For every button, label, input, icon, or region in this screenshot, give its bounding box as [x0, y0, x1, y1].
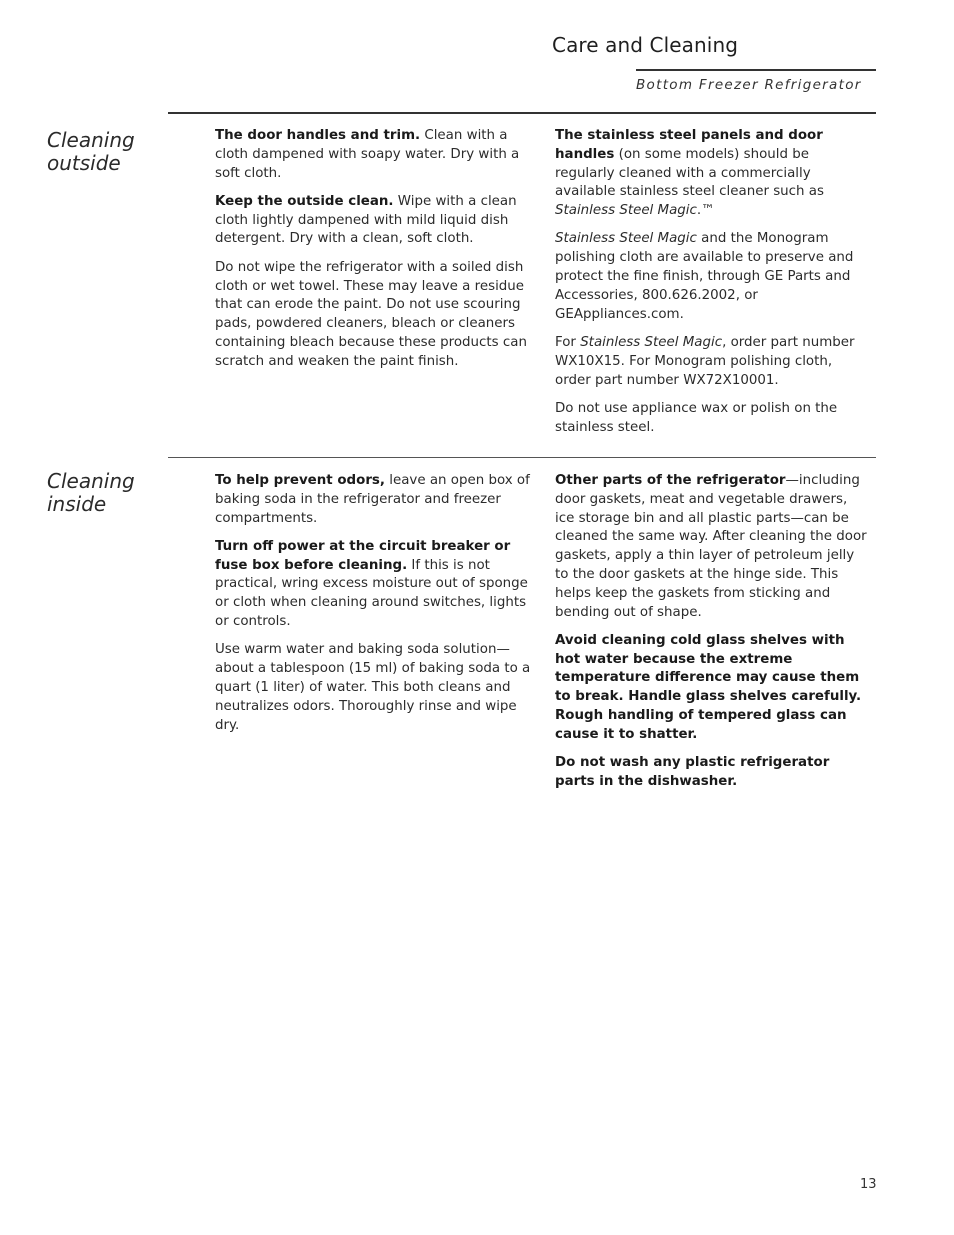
- paragraph-baking-soda-solution: Use warm water and baking soda solution—about a tablespoon (15 ml) of baking soda to a quart (1 liter) of water. This both cleans and neutralizes odors. Thoroughly rinse and wipe dry.: [215, 642, 531, 733]
- paragraph-no-dishwasher-warning: Do not wash any plastic refrigerator parts in the dishwasher.: [555, 755, 830, 789]
- section-title-cleaning-inside: Cleaning inside: [47, 469, 135, 516]
- paragraph-polishing-cloth: Stainless Steel Magic and the Monogram polishing cloth are available to preserve and protect the fine finish, through GE Parts and Accessories, 800.626.2002, or GEAppliances.com.: [555, 231, 854, 322]
- paragraph-no-wax: Do not use appliance wax or polish on the stainless steel.: [555, 400, 838, 435]
- paragraph-other-parts: Other parts of the refrigerator—including door gaskets, meat and vegetable drawers, ice storage bin and all plastic parts—can be cleaned the same way. After cleaning the door gaskets, apply a thin layer of petroleum jelly to the door gaskets at the hinge side. This helps keep the gaskets from sticking and bending out of shape.: [555, 473, 867, 620]
- header-rule: [636, 69, 876, 71]
- header-subtitle: Bottom Freezer Refrigerator: [636, 77, 862, 93]
- paragraph-prevent-odors: To help prevent odors, leave an open box of baking soda in the refrigerator and freezer compartments.: [215, 473, 530, 526]
- section-title-cleaning-outside: Cleaning outside: [47, 128, 135, 175]
- paragraph-turn-off-power: Turn off power at the circuit breaker or fuse box before cleaning. If this is not practical, wring excess moisture out of sponge or cloth when cleaning around switches, lights or controls.: [215, 538, 528, 630]
- section-divider-inside: [168, 457, 876, 458]
- page-number: 13: [860, 1177, 877, 1192]
- inside-right-column: [555, 472, 869, 801]
- outside-right-column: [555, 127, 869, 447]
- section-divider-outside: [168, 112, 876, 114]
- inside-left-column: [215, 472, 539, 745]
- paragraph-keep-clean: Keep the outside clean. Wipe with a clean cloth lightly dampened with mild liquid dish detergent. Dry with a clean, soft cloth.: [215, 193, 517, 247]
- outside-left-column: [215, 127, 537, 381]
- paragraph-door-handles: The door handles and trim. Clean with a cloth dampened with soapy water. Dry with a soft cloth.: [215, 128, 520, 181]
- paragraph-glass-shelves-warning: Avoid cleaning cold glass shelves with hot water because the extreme temperature difference may cause them to break. Handle glass shelves carefully. Rough handling of tempered glass can cause it to shatter.: [555, 632, 862, 742]
- header-title: Care and Cleaning: [552, 33, 739, 57]
- paragraph-part-numbers: For Stainless Steel Magic, order part number WX10X15. For Monogram polishing cloth, order part number WX72X10001.: [555, 334, 855, 388]
- paragraph-do-not-wipe: Do not wipe the refrigerator with a soiled dish cloth or wet towel. These may leave a residue that can erode the paint. Do not use scouring pads, powdered cleaners, bleach or cleaners containing bleach because these products can scratch and weaken the paint finish.: [215, 259, 527, 369]
- paragraph-stainless-panels: The stainless steel panels and door handles (on some models) should be regularly cleaned with a commercially available stainless steel cleaner such as Stainless Steel Magic.™: [555, 128, 824, 219]
